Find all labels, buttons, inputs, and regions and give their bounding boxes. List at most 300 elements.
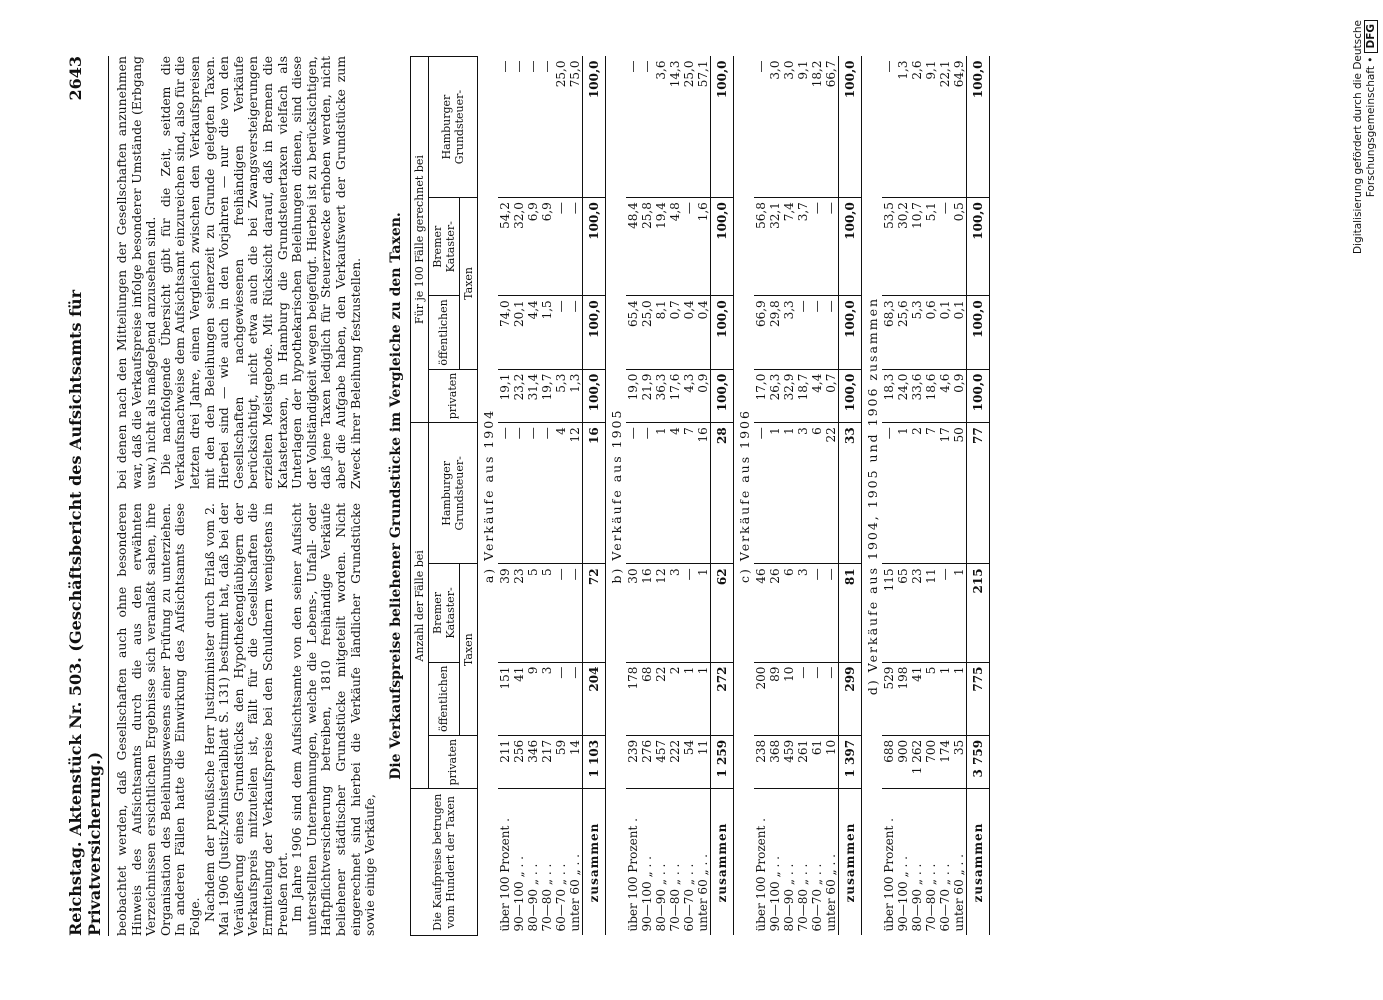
section-row [605, 57, 626, 936]
section-row [861, 57, 882, 936]
count-cell: 2 [668, 662, 682, 735]
pct-cell: 75,0 [567, 60, 582, 88]
row-label: unter 60 „ . . [952, 789, 967, 936]
row-label: 60—70 „ . . [682, 789, 696, 936]
pct-cell: 18,3 [882, 369, 896, 423]
count-cell: 217 [540, 735, 554, 789]
count-cell: 115 [882, 564, 896, 662]
pct-cell: — [525, 60, 540, 73]
paragraph: beobachtet werden, daß Gesellschaften auch ohne besonderen Hinweis des Aufsichtsamts durch die aus den erwähnten Verzeichnissen ersichtlichen Ergebnisse sich veranlaßt sahen, ihre Organisation des Beleihungswesens einer Prüfung zu unterziehen. In anderen Fällen hatte die Einwirkung des Aufsichtsamts diese Folge. [114, 503, 202, 936]
pct-cell: 3,0 [781, 60, 796, 80]
pct-cell: — [625, 60, 640, 73]
count-cell: 22 [654, 662, 668, 735]
count-cell: 239 [626, 735, 640, 789]
count-cell: — [810, 662, 824, 735]
count-cell: 22 [824, 423, 839, 564]
count-cell: 1 [682, 662, 696, 735]
pct-cell: 24,0 [896, 369, 910, 423]
count-cell: 1 [696, 662, 711, 735]
pct-cell: 64,9 [951, 60, 966, 88]
count-cell: 211 [498, 735, 512, 789]
pct-total: 100,0 [582, 57, 605, 198]
price-table [410, 56, 990, 936]
count-cell: 457 [654, 735, 668, 789]
pct-cell: 25,8 [640, 198, 654, 296]
col-header: öffentlichen [428, 296, 459, 369]
section-title: a) Verkäufe aus 1904 [480, 408, 496, 584]
count-cell: 529 [882, 662, 896, 735]
taxen-header: Taxen [459, 564, 477, 735]
pct-cell: 4,6 [938, 369, 952, 423]
pct-cell: 9,1 [923, 60, 938, 80]
paragraph: bei denen nach den Mitteilungen der Gesellschaften anzunehmen war, daß die Verkaufspreise infolge besonderer Umstände (Erbgang usw.) nicht als maßgebend anzusehen sind. [114, 56, 159, 489]
pct-cell: 68,3 [882, 296, 896, 369]
count-cell: 30 [626, 564, 640, 662]
count-cell: 11 [924, 564, 938, 662]
count-cell: 46 [754, 564, 768, 662]
pct-cell: 1,3 [895, 60, 910, 80]
count-cell: 23 [910, 564, 924, 662]
pct-cell: — [682, 198, 696, 296]
pct-cell: — [497, 60, 512, 73]
pct-cell: 57,1 [695, 60, 710, 88]
count-cell: 26 [768, 564, 782, 662]
taxen-header: Taxen [459, 198, 477, 369]
count-cell: 6 [782, 564, 796, 662]
pct-cell: 19,7 [540, 369, 554, 423]
count-cell: — [554, 662, 568, 735]
row-label: über 100 Prozent . [626, 789, 640, 936]
count-cell: 5 [540, 564, 554, 662]
count-cell: — [540, 423, 554, 564]
count-cell: 68 [640, 662, 654, 735]
count-cell: 6 [810, 423, 824, 564]
count-total: 33 [838, 423, 861, 564]
pct-cell: — [568, 296, 583, 369]
pct-cell: 32,0 [512, 198, 526, 296]
count-cell: 17 [938, 423, 952, 564]
col-header: Hamburger Grundsteuer- [428, 57, 477, 198]
row-label: 70—80 „ . . [924, 789, 938, 936]
pct-cell: 19,0 [626, 369, 640, 423]
pct-cell: 18,2 [809, 60, 824, 88]
pct-cell: 0,9 [696, 369, 711, 423]
count-cell: 54 [682, 735, 696, 789]
group-pct-header: Für je 100 Fälle gerechnet bei [410, 57, 428, 423]
count-cell: 50 [952, 423, 967, 564]
table-title: Die Verkaufspreise beliehener Grundstücke im Vergleiche zu den Taxen. [387, 212, 404, 780]
table-row [810, 57, 824, 936]
count-total: 272 [710, 662, 733, 735]
row-label: über 100 Prozent . [498, 789, 512, 936]
count-cell: 10 [782, 662, 796, 735]
count-cell: 10 [824, 735, 839, 789]
count-cell: — [882, 423, 896, 564]
count-total: 299 [838, 662, 861, 735]
pct-cell: 26,3 [768, 369, 782, 423]
paragraph: Die nachfolgende Übersicht gibt für die Zeit, seitdem die Verkaufsnachweise dem Aufsichtsamt einzureichen sind, also für die letzten drei Jahre, einen Vergleich zwischen den Verkaufspreisen mit den den Beleihungen seinerzeit zu Grunde gelegten Taxen. Hierbei sind — wie auch in den Vorjahren — nur die von den Gesellschaften nachgewiesenen freihändigen Verkäufe berücksichtigt, nicht etwa auch die bei Zwangsversteigerungen erzielten Meistgebote. Mit Rücksicht darauf, daß in Bremen die Katastertaxen, in Hamburg die Grundsteuertaxen vielfach als Unterlagen der hypothekarischen Beleihungen dienen, sind diese der Vollständigkeit wegen beigefügt. Hierbei ist zu berücksichtigen, daß jene Taxen lediglich für Steuerzwecke erhoben werden, nicht aber die Aufgabe haben, den Verkaufswert der Grundstücke zum Zweck ihrer Beleihung festzustellen. [157, 56, 363, 489]
pct-total: 100,0 [710, 57, 733, 198]
count-cell: 12 [568, 423, 583, 564]
count-cell: 7 [682, 423, 696, 564]
pct-cell: 18,7 [796, 369, 810, 423]
count-cell: 261 [796, 735, 810, 789]
row-label: 70—80 „ . . [796, 789, 810, 936]
count-cell: 151 [498, 662, 512, 735]
pct-cell: 6,9 [526, 198, 540, 296]
count-cell: — [498, 423, 512, 564]
count-cell: 1 [938, 662, 952, 735]
count-cell: 4 [668, 423, 682, 564]
count-cell: 238 [754, 735, 768, 789]
table-row [526, 57, 540, 936]
count-cell: 39 [498, 564, 512, 662]
count-cell: 9 [526, 662, 540, 735]
section-title: d) Verkäufe aus 1904, 1905 und 1906 zusammen [864, 296, 880, 696]
pct-cell: 4,4 [810, 369, 824, 423]
count-cell: 16 [640, 564, 654, 662]
footer [1352, 20, 1378, 380]
count-cell: 23 [512, 564, 526, 662]
page-header [66, 56, 109, 936]
count-total: 62 [710, 564, 733, 662]
pct-cell: 33,6 [910, 369, 924, 423]
count-cell: 1 [654, 423, 668, 564]
col-header: privaten [428, 369, 477, 423]
count-cell: 688 [882, 735, 896, 789]
pct-cell: 1,6 [696, 198, 711, 296]
row-label: 60—70 „ . . [554, 789, 568, 936]
pct-total: 100,0 [838, 296, 861, 369]
group-count-header: Anzahl der Fälle bei [410, 423, 428, 789]
row-label: unter 60 „ . . [696, 789, 711, 936]
count-cell: 276 [640, 735, 654, 789]
table-body [477, 57, 989, 936]
table-row [768, 57, 782, 936]
table-row [782, 57, 796, 936]
pct-cell: — [796, 296, 810, 369]
pct-cell: 3,0 [767, 60, 782, 80]
pct-cell: — [881, 60, 896, 73]
col-header: privaten [428, 735, 477, 789]
count-cell: 2 [910, 423, 924, 564]
count-cell: 900 [896, 735, 910, 789]
table-row [924, 57, 938, 936]
count-cell: 198 [896, 662, 910, 735]
pct-cell: 0,7 [824, 369, 839, 423]
pct-cell: 25,0 [681, 60, 696, 88]
pct-cell: — [511, 60, 526, 73]
pct-cell: 19,1 [498, 369, 512, 423]
right-column [115, 56, 378, 489]
table-row [498, 57, 512, 936]
pct-cell: 20,1 [512, 296, 526, 369]
pct-cell: 66,7 [823, 60, 838, 88]
count-cell: 4 [554, 423, 568, 564]
pct-cell: 25,0 [553, 60, 568, 88]
count-total: 1 397 [838, 735, 861, 789]
pct-total: 100,0 [710, 296, 733, 369]
pct-total: 100,0 [966, 57, 989, 198]
pct-cell: 17,0 [754, 369, 768, 423]
table-row [882, 57, 896, 936]
pct-cell: 14,3 [667, 60, 682, 88]
table-row [796, 57, 810, 936]
pct-cell: 3,6 [653, 60, 668, 80]
document-page [66, 56, 990, 936]
count-cell: — [568, 662, 583, 735]
count-cell: — [512, 423, 526, 564]
pct-cell: 5,3 [554, 369, 568, 423]
pct-cell: — [539, 60, 554, 73]
pct-cell: 2,6 [909, 60, 924, 80]
pct-cell: — [810, 296, 824, 369]
pct-cell: 5,3 [910, 296, 924, 369]
pct-cell: 3,3 [782, 296, 796, 369]
row-label: über 100 Prozent . [882, 789, 896, 936]
count-total: 215 [966, 564, 989, 662]
pct-cell: 4,3 [682, 369, 696, 423]
pct-cell: 4,4 [526, 296, 540, 369]
count-cell: 41 [512, 662, 526, 735]
row-label: 70—80 „ . . [668, 789, 682, 936]
count-cell: 1 262 [910, 735, 924, 789]
count-cell: 14 [568, 735, 583, 789]
row-label: 90—100 „ . . [512, 789, 526, 936]
count-cell: 7 [924, 423, 938, 564]
count-cell: 5 [924, 662, 938, 735]
count-cell: 11 [696, 735, 711, 789]
pct-cell: — [639, 60, 654, 73]
count-cell: 35 [952, 735, 967, 789]
pct-cell: 32,1 [768, 198, 782, 296]
pct-cell: 19,4 [654, 198, 668, 296]
pct-cell: 53,5 [882, 198, 896, 296]
table-row [696, 57, 711, 936]
col-header: öffentlichen [428, 662, 459, 735]
pct-cell: 65,4 [626, 296, 640, 369]
pct-cell: — [810, 198, 824, 296]
total-row [582, 57, 605, 936]
table-row [654, 57, 668, 936]
count-total: 72 [582, 564, 605, 662]
table-row [540, 57, 554, 936]
table-row [938, 57, 952, 936]
count-cell: 459 [782, 735, 796, 789]
total-label: zusammen [710, 789, 733, 936]
pct-total: 100,0 [966, 369, 989, 423]
pct-cell: 54,2 [498, 198, 512, 296]
section-title: b) Verkäufe aus 1905 [608, 408, 624, 584]
count-cell: 3 [540, 662, 554, 735]
count-cell: 3 [796, 423, 810, 564]
pct-cell: — [938, 198, 952, 296]
table-row [824, 57, 839, 936]
col-header: Bremer Kataster- [428, 564, 459, 662]
count-cell: 1 [952, 564, 967, 662]
col-header: Hamburger Grundsteuer- [428, 423, 477, 564]
pct-cell: 22,1 [937, 60, 952, 88]
count-cell: 222 [668, 735, 682, 789]
pct-cell: 17,6 [668, 369, 682, 423]
count-total: 3 759 [966, 735, 989, 789]
pct-cell: 7,4 [782, 198, 796, 296]
pct-cell: 32,9 [782, 369, 796, 423]
header-title: Aktenstück Nr. 503. [66, 657, 85, 836]
count-cell: — [938, 564, 952, 662]
pct-cell: 31,4 [526, 369, 540, 423]
total-row [710, 57, 733, 936]
count-cell: — [526, 423, 540, 564]
pct-cell: 0,4 [682, 296, 696, 369]
pct-cell: 8,1 [654, 296, 668, 369]
count-cell: 12 [654, 564, 668, 662]
count-cell: 1 [896, 423, 910, 564]
pct-cell: — [824, 296, 839, 369]
count-total: 16 [582, 423, 605, 564]
pct-total: 100,0 [582, 296, 605, 369]
pct-cell: — [753, 60, 768, 73]
paragraph: Nachdem der preußische Herr Justizminister durch Erlaß vom 2. Mai 1906 (Justiz-Ministerialblatt S. 131) bestimmt hat, daß bei der Veräußerung eines Grundstücks den Hypothekengläubigern der Verkaufspreis mitzuteilen ist, fällt für die Gesellschaften die Ermittelung der Verkaufspreise bei den Schuldnern wenigstens in Preußen fort. [201, 503, 290, 936]
count-cell: 700 [924, 735, 938, 789]
pct-cell: 1,5 [540, 296, 554, 369]
table-row [640, 57, 654, 936]
total-label: zusammen [838, 789, 861, 936]
count-cell: 59 [554, 735, 568, 789]
pct-total: 100,0 [838, 369, 861, 423]
count-cell: 61 [810, 735, 824, 789]
count-cell: 65 [896, 564, 910, 662]
pct-cell: 9,1 [795, 60, 810, 80]
section-row [477, 57, 498, 936]
count-total: 1 259 [710, 735, 733, 789]
pct-cell: 56,8 [754, 198, 768, 296]
table-row [626, 57, 640, 936]
pct-cell: 25,0 [640, 296, 654, 369]
table-row [754, 57, 768, 936]
row-label: unter 60 „ . . [824, 789, 839, 936]
col-header: Bremer Kataster- [428, 198, 459, 296]
count-cell: — [796, 662, 810, 735]
row-label: 70—80 „ . . [540, 789, 554, 936]
row-label: 60—70 „ . . [810, 789, 824, 936]
total-row [966, 57, 989, 936]
pct-cell: 0,7 [668, 296, 682, 369]
count-cell: — [810, 564, 824, 662]
count-total: 1 103 [582, 735, 605, 789]
count-total: 28 [710, 423, 733, 564]
count-cell: — [626, 423, 640, 564]
count-cell: 1 [952, 662, 967, 735]
row-label: 60—70 „ . . [938, 789, 952, 936]
pct-cell: 4,8 [668, 198, 682, 296]
total-label: zusammen [582, 789, 605, 936]
table-row [512, 57, 526, 936]
pct-total: 100,0 [838, 198, 861, 296]
pct-cell: 5,1 [924, 198, 938, 296]
pct-total: 100,0 [710, 198, 733, 296]
table-row [682, 57, 696, 936]
pct-cell: 6,9 [540, 198, 554, 296]
pct-cell: 0,6 [924, 296, 938, 369]
pct-cell: 0,9 [952, 369, 967, 423]
header-left: Reichstag. [66, 841, 85, 936]
count-cell: — [754, 423, 768, 564]
table-row [952, 57, 967, 936]
count-total: 775 [966, 662, 989, 735]
header-subtitle: (Geschäftsbericht des Aufsichtsamts für Privatversicherung.) [66, 289, 104, 936]
pct-cell: 36,3 [654, 369, 668, 423]
count-cell: 368 [768, 735, 782, 789]
col-label-header: Die Kaufpreise betrugen vom Hundert der Taxen [410, 789, 477, 936]
dfg-logo: DFG [1364, 20, 1378, 53]
count-cell: 178 [626, 662, 640, 735]
table-row [910, 57, 924, 936]
table-row [668, 57, 682, 936]
count-cell: 5 [526, 564, 540, 662]
pct-cell: 30,2 [896, 198, 910, 296]
pct-cell: 18,6 [924, 369, 938, 423]
row-label: 90—100 „ . . [640, 789, 654, 936]
row-label: 80—90 „ . . [526, 789, 540, 936]
total-row [838, 57, 861, 936]
count-cell: — [824, 662, 839, 735]
pct-cell: 48,4 [626, 198, 640, 296]
pct-cell: 0,1 [938, 296, 952, 369]
count-cell: — [640, 423, 654, 564]
pct-cell: 66,9 [754, 296, 768, 369]
pct-cell: 0,5 [952, 198, 967, 296]
count-cell: 174 [938, 735, 952, 789]
count-cell: 16 [696, 423, 711, 564]
count-cell: — [824, 564, 839, 662]
count-cell: — [554, 564, 568, 662]
section-row [733, 57, 754, 936]
pct-cell: 3,7 [796, 198, 810, 296]
pct-cell: 74,0 [498, 296, 512, 369]
count-cell: 256 [512, 735, 526, 789]
total-label: zusammen [966, 789, 989, 936]
pct-cell: 21,9 [640, 369, 654, 423]
row-label: über 100 Prozent . [754, 789, 768, 936]
count-cell: 200 [754, 662, 768, 735]
footer-text: Digitalisierung gefördert durch die Deutsche Forschungsgemeinschaft • [1352, 20, 1377, 254]
row-label: 80—90 „ . . [910, 789, 924, 936]
table-row [568, 57, 583, 936]
pct-total: 100,0 [710, 369, 733, 423]
count-total: 77 [966, 423, 989, 564]
pct-cell: 25,6 [896, 296, 910, 369]
count-cell: 3 [668, 564, 682, 662]
count-cell: 1 [696, 564, 711, 662]
pct-cell: 0,4 [696, 296, 711, 369]
pct-cell: 29,8 [768, 296, 782, 369]
table-row [554, 57, 568, 936]
count-cell: 346 [526, 735, 540, 789]
pct-total: 100,0 [966, 296, 989, 369]
count-cell: — [682, 564, 696, 662]
section-title: c) Verkäufe aus 1906 [736, 409, 752, 583]
left-column [115, 503, 378, 936]
pct-total: 100,0 [838, 57, 861, 198]
page-number: 2643 [66, 56, 85, 101]
count-total: 204 [582, 662, 605, 735]
row-label: 90—100 „ . . [768, 789, 782, 936]
pct-total: 100,0 [966, 198, 989, 296]
count-cell: 89 [768, 662, 782, 735]
count-cell: 1 [768, 423, 782, 564]
count-total: 81 [838, 564, 861, 662]
